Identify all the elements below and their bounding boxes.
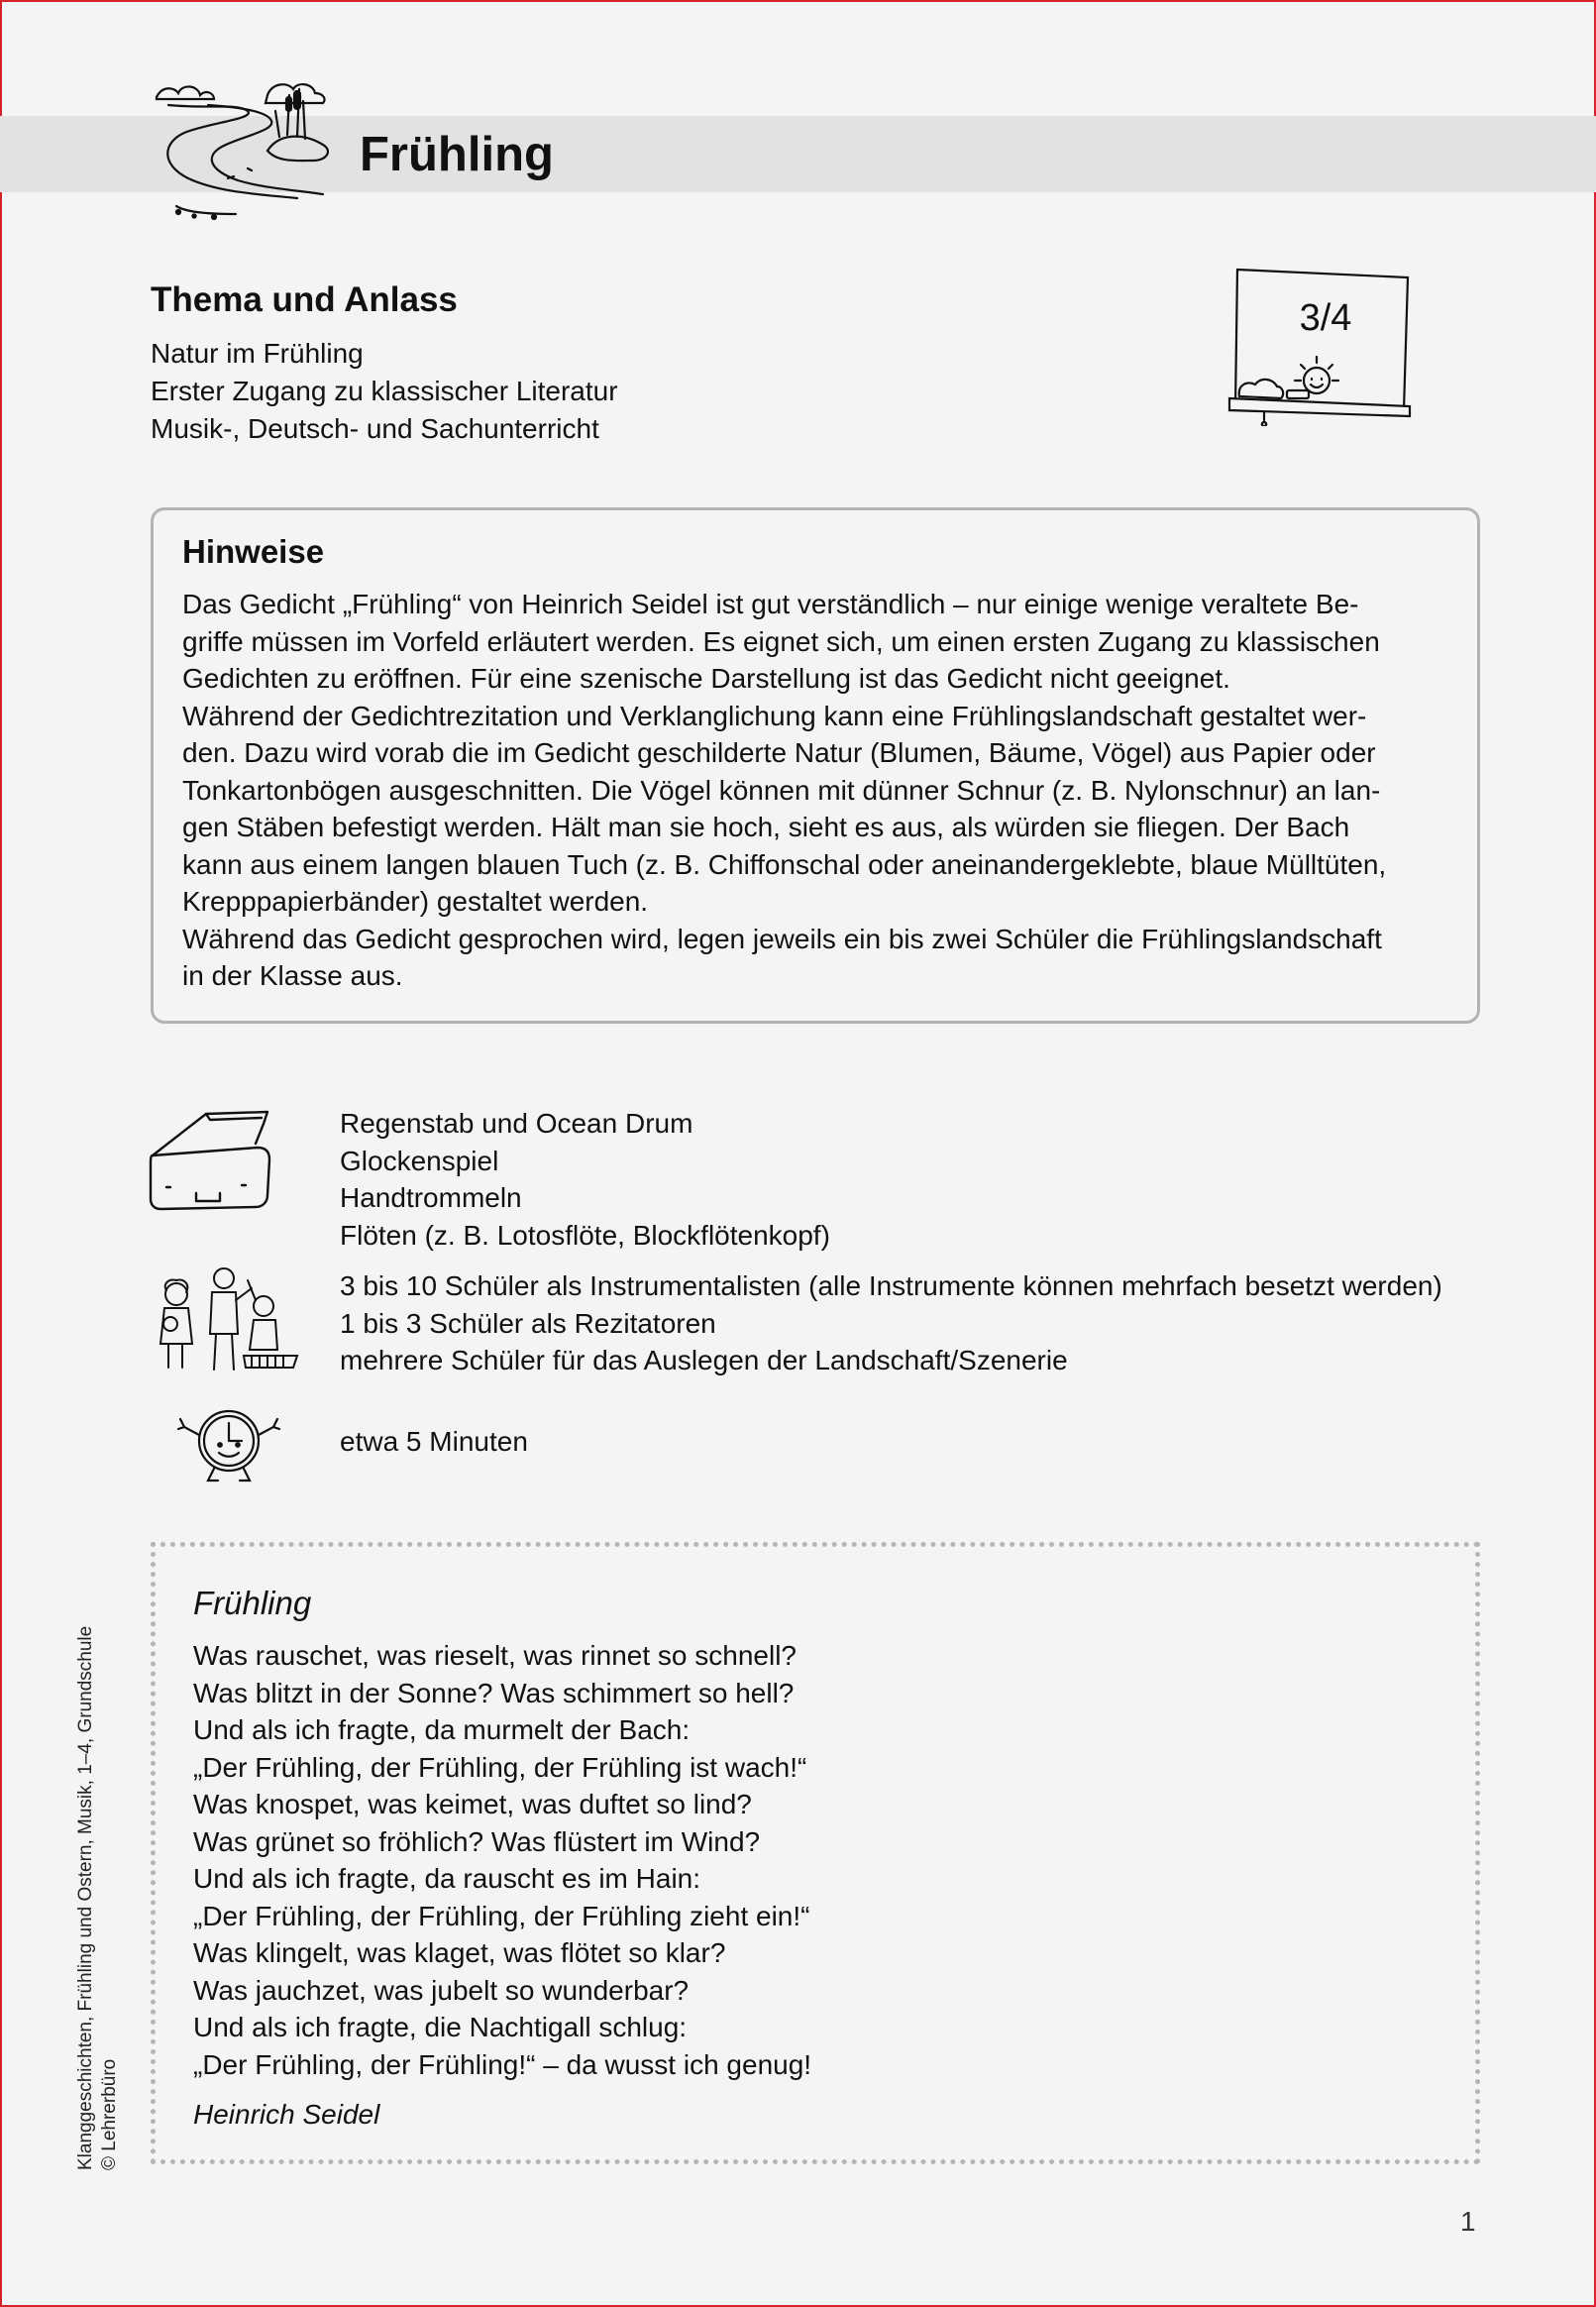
hints-line: Während das Gedicht gesprochen wird, legen jeweils ein bis zwei Schüler die Frühlingslandschaft	[182, 923, 1382, 954]
poem-line: Und als ich fragte, da rauscht es im Hain:	[193, 1863, 701, 1894]
hints-line: Krepppapierbänder) gestaltet werden.	[182, 886, 649, 917]
poem-line: Was knospet, was keimet, was duftet so lind?	[193, 1789, 752, 1819]
hints-box	[151, 507, 1480, 1024]
material-item: Handtrommeln	[340, 1182, 522, 1213]
poem-title: Frühling	[193, 1585, 312, 1621]
poem-line: „Der Frühling, der Frühling, der Frühling ist wach!“	[193, 1751, 807, 1783]
theme-item: Musik-, Deutsch- und Sachunterricht	[151, 413, 599, 444]
publisher-note-copyright: © Lehrerbüro	[99, 2058, 120, 2170]
hints-line: Gedichten zu eröffnen. Für eine szenische Darstellung ist das Gedicht nicht geeignet.	[182, 663, 1230, 694]
theme-heading: Thema und Anlass	[151, 280, 458, 319]
poem-line: Was rauschet, was rieselt, was rinnet so schnell?	[193, 1640, 797, 1671]
alarm-clock-icon	[174, 1399, 283, 1483]
poem-line: Was jauchzet, was jubelt so wunderbar?	[193, 1974, 690, 2006]
theme-item: Natur im Frühling	[151, 338, 364, 369]
hints-text	[182, 586, 1449, 995]
page-number: 1	[1460, 2206, 1476, 2237]
hints-line: in der Klasse aus.	[182, 960, 403, 991]
participant-item: mehrere Schüler für das Auslegen der Landschaft/Szenerie	[340, 1345, 1068, 1375]
suitcase-icon	[147, 1108, 275, 1213]
material-item: Flöten (z. B. Lotosflöte, Blockflötenkopf)	[340, 1219, 830, 1251]
page-title: Frühling	[360, 128, 554, 181]
participants-list	[340, 1267, 1442, 1379]
poem-author: Heinrich Seidel	[193, 2099, 380, 2130]
poem-line: Was klingelt, was klaget, was flötet so klar?	[193, 1937, 726, 1968]
publisher-note	[74, 1626, 122, 2170]
poem-box	[151, 1542, 1480, 2164]
stream-landscape-icon	[149, 75, 337, 234]
theme-list	[151, 335, 618, 448]
poem-lines	[193, 1637, 1475, 2083]
hints-line: gen Stäben befestigt werden. Hält man sie hoch, sieht es aus, als würden sie fliegen. Der Bach	[182, 812, 1350, 842]
participant-item: 3 bis 10 Schüler als Instrumentalisten (alle Instrumente können mehrfach besetzt werden)	[340, 1270, 1442, 1301]
publisher-note-title: Klanggeschichten, Frühling und Ostern, Musik, 1–4, Grundschule	[75, 1625, 96, 2170]
poem-line: „Der Frühling, der Frühling, der Frühling zieht ein!“	[193, 1900, 810, 1931]
duration-text: etwa 5 Minuten	[340, 1426, 528, 1457]
poem-line: „Der Frühling, der Frühling!“ – da wusst ich genug!	[193, 2048, 812, 2080]
poem-line: Was blitzt in der Sonne? Was schimmert so hell?	[193, 1677, 795, 1708]
poem-line: Und als ich fragte, die Nachtigall schlug:	[193, 2012, 688, 2042]
hints-line: griffe müssen im Vorfeld erläutert werden. Es eignet sich, um einen ersten Zugang zu klassischen	[182, 625, 1380, 657]
hints-line: Tonkartonbögen ausgeschnitten. Die Vögel können mit dünner Schnur (z. B. Nylonschnur) an lan-	[182, 774, 1381, 806]
participant-item: 1 bis 3 Schüler als Rezitatoren	[340, 1307, 716, 1339]
materials-list	[340, 1105, 830, 1254]
hints-line: den. Dazu wird vorab die im Gedicht geschilderte Natur (Blumen, Bäume, Vögel) aus Papier oder	[182, 737, 1376, 768]
hints-title: Hinweise	[182, 533, 325, 570]
grade-label: 3/4	[1299, 297, 1352, 339]
hints-line: Während der Gedichtrezitation und Verklanglichung kann eine Frühlingslandschaft gestaltet wer-	[182, 700, 1367, 731]
children-group-icon	[149, 1264, 302, 1378]
poem-line: Und als ich fragte, da murmelt der Bach:	[193, 1714, 691, 1745]
theme-item: Erster Zugang zu klassischer Literatur	[151, 376, 618, 406]
material-item: Glockenspiel	[340, 1145, 499, 1176]
hints-line: kann aus einem langen blauen Tuch (z. B. Chiffonschal oder aneinandergeklebte, blaue Mülltüten,	[182, 848, 1387, 880]
chalkboard-icon	[1225, 266, 1412, 426]
poem-line: Was grünet so fröhlich? Was flüstert im Wind?	[193, 1825, 761, 1857]
hints-line: Das Gedicht „Frühling“ von Heinrich Seidel ist gut verständlich – nur einige wenige veraltete Be-	[182, 589, 1359, 619]
material-item: Regenstab und Ocean Drum	[340, 1108, 693, 1139]
